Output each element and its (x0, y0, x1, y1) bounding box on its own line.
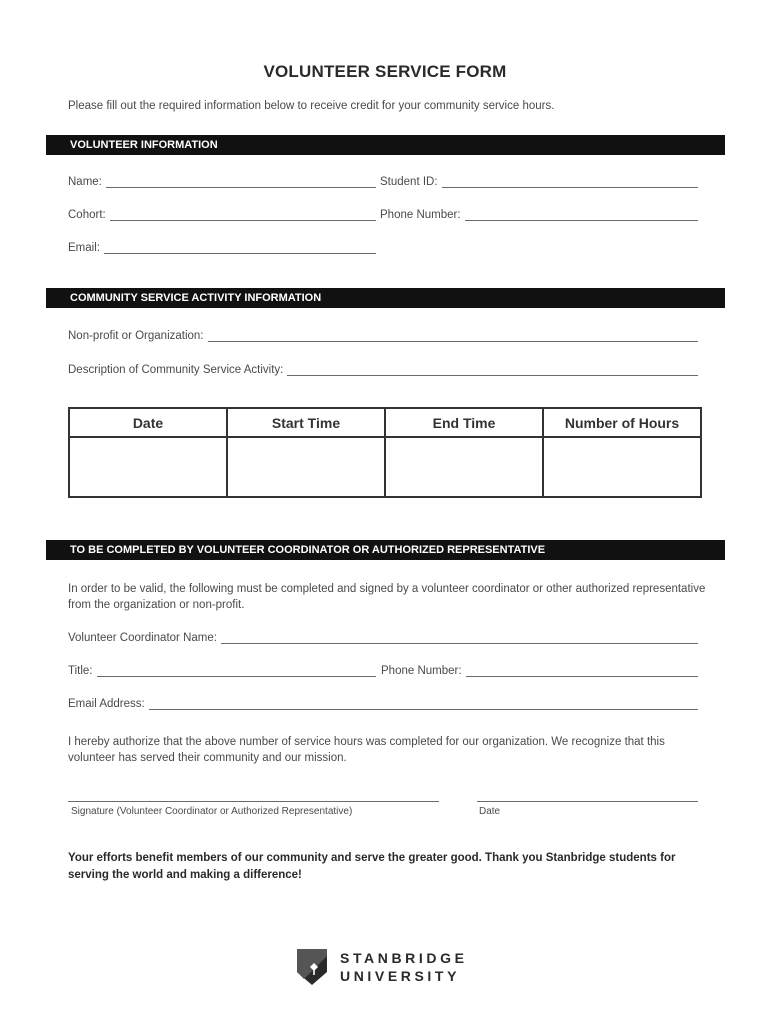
email-field[interactable] (68, 238, 376, 254)
organization-field[interactable] (68, 326, 698, 342)
end-time-cell[interactable] (385, 437, 543, 497)
coordinator-phone-field[interactable] (381, 661, 698, 677)
shield-icon (296, 948, 328, 986)
logo-line-1: STANBRIDGE (340, 950, 468, 966)
cohort-field[interactable] (68, 205, 376, 221)
email-label: Email: (68, 242, 100, 254)
table-row (69, 437, 701, 497)
coordinator-section-header: TO BE COMPLETED BY VOLUNTEER COORDINATOR OR AUTHORIZED REPRESENTATIVE (46, 540, 725, 560)
service-hours-table (68, 407, 702, 498)
date-column-header: Date (69, 408, 227, 437)
start-time-column-header: Start Time (227, 408, 385, 437)
university-logo (296, 948, 468, 986)
coordinator-phone-label: Phone Number: (381, 665, 462, 677)
organization-label: Non-profit or Organization: (68, 330, 204, 342)
student-id-label: Student ID: (380, 176, 438, 188)
student-id-field[interactable] (380, 172, 698, 188)
logo-line-2: UNIVERSITY (340, 968, 461, 984)
signature-date-line[interactable] (477, 801, 698, 802)
phone-number-field[interactable] (380, 205, 698, 221)
activity-info-header: COMMUNITY SERVICE ACTIVITY INFORMATION (46, 288, 725, 308)
number-of-hours-cell[interactable] (543, 437, 701, 497)
logo-wordmark (340, 949, 468, 985)
signature-label: Signature (Volunteer Coordinator or Authorized Representative) (71, 806, 353, 817)
authorization-statement: I hereby authorize that the above number of service hours was completed for our organization. We recognize that this volunteer has served their community and our mission. (68, 736, 665, 764)
coordinator-instructions: In order to be valid, the following must be completed and signed by a volunteer coordinator or other authorized representative from the organization or non-profit. (68, 583, 706, 611)
volunteer-info-header: VOLUNTEER INFORMATION (46, 135, 725, 155)
table-header-row (69, 408, 701, 437)
start-time-cell[interactable] (227, 437, 385, 497)
number-of-hours-column-header: Number of Hours (543, 408, 701, 437)
cohort-label: Cohort: (68, 209, 106, 221)
name-label: Name: (68, 176, 102, 188)
date-cell[interactable] (69, 437, 227, 497)
closing-message: Your efforts benefit members of our community and serve the greater good. Thank you Stanbridge students for serving the world and making a difference! (68, 852, 676, 881)
coordinator-email-field[interactable] (68, 694, 698, 710)
end-time-column-header: End Time (385, 408, 543, 437)
form-intro: Please fill out the required information below to receive credit for your community service hours. (68, 100, 555, 112)
activity-description-field[interactable] (68, 360, 698, 376)
activity-description-label: Description of Community Service Activity: (68, 364, 284, 376)
coordinator-title-label: Title: (68, 665, 93, 677)
name-field[interactable] (68, 172, 376, 188)
phone-number-label: Phone Number: (380, 209, 461, 221)
coordinator-email-label: Email Address: (68, 698, 145, 710)
coordinator-name-label: Volunteer Coordinator Name: (68, 632, 217, 644)
coordinator-title-field[interactable] (68, 661, 376, 677)
signature-date-label: Date (479, 806, 501, 817)
form-title: VOLUNTEER SERVICE FORM (263, 62, 507, 81)
signature-line[interactable] (68, 801, 439, 802)
coordinator-name-field[interactable] (68, 628, 698, 644)
